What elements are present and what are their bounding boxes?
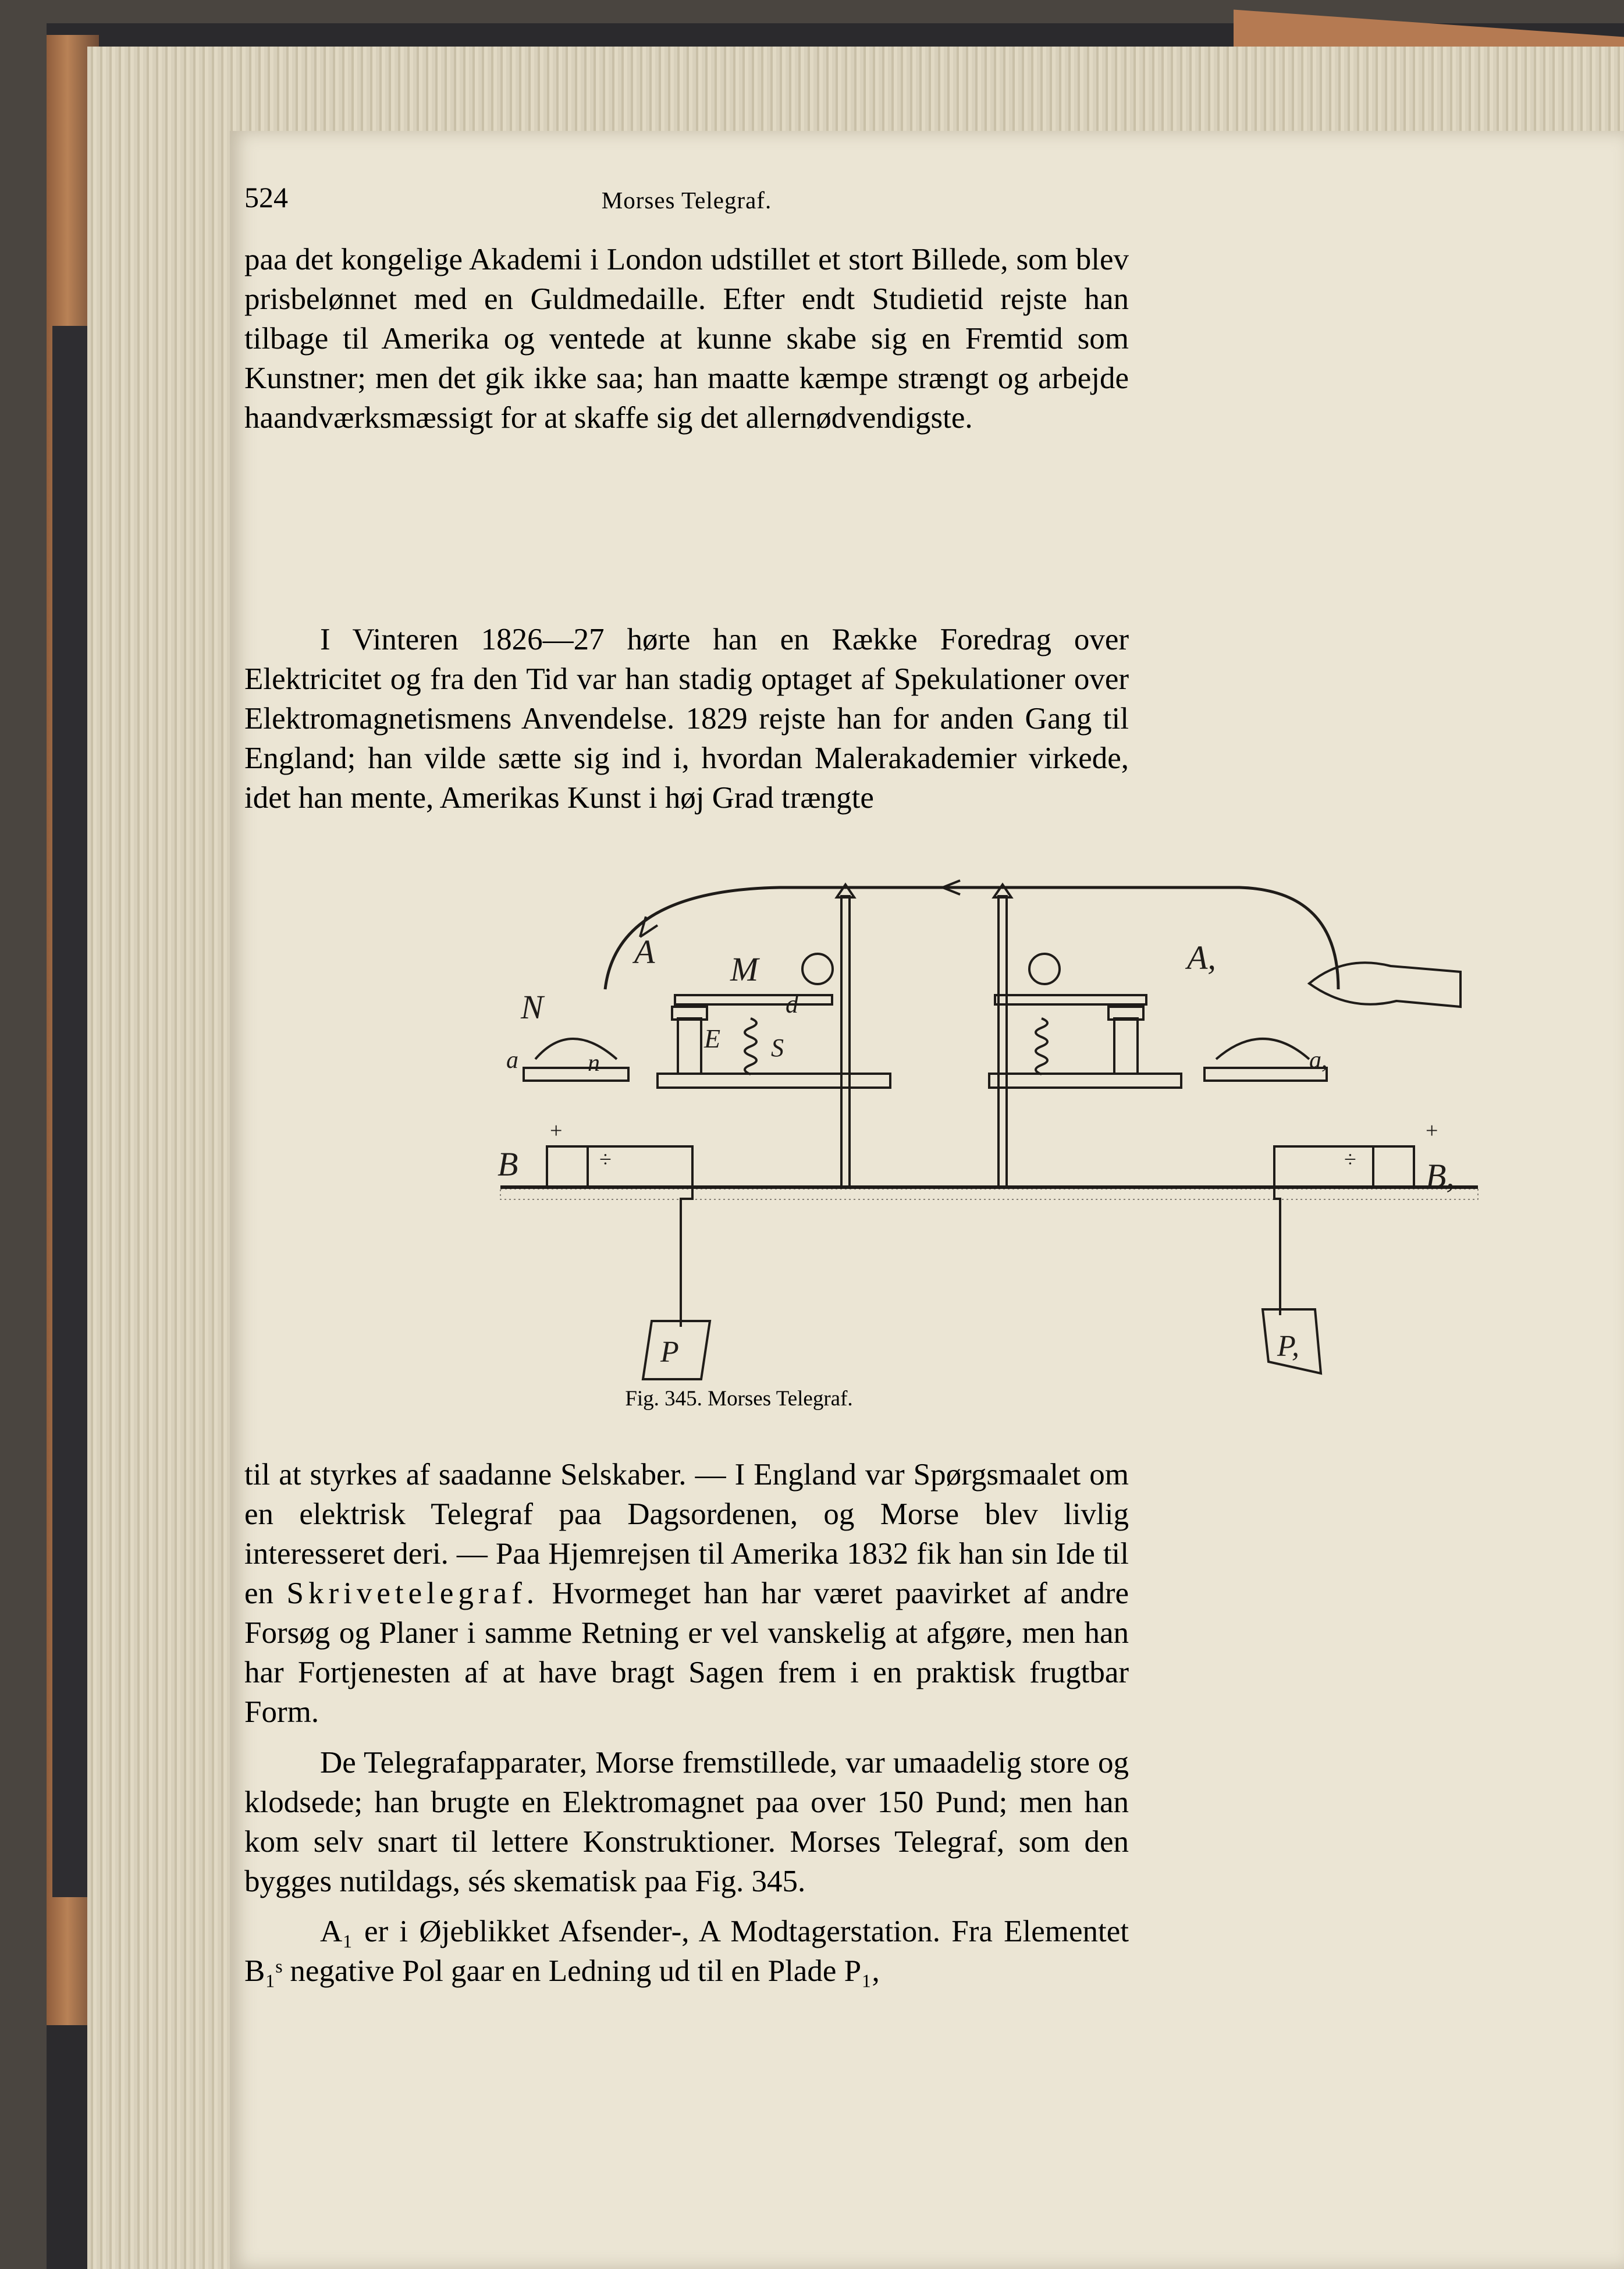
label-a: a (506, 1047, 518, 1074)
wire-right-down (1274, 1146, 1373, 1315)
hand-right (1309, 963, 1460, 1007)
label-plus1: + (1426, 1118, 1438, 1143)
label-A1: A, (1187, 939, 1216, 977)
label-minus1: ÷ (1344, 1148, 1356, 1172)
ground-hatch (500, 1189, 1478, 1199)
figure-caption: Fig. 345. Morses Telegraf. (625, 1387, 853, 1411)
paragraph-2: I Vinteren 1826—27 hørte han en Række Foredrag over Elektricitet og fra den Tid var han stadig optaget af Spekulationer over Elektromagnetismens Anvendelse. 1829 rejste han for anden Gang til England; han vilde sætte sig ind i, hvordan Malerakademier virkede, idet han mente, Amerikas Kunst i høj Grad trængte (244, 623, 1129, 815)
label-minus: ÷ (599, 1148, 612, 1172)
label-a1: a, (1309, 1047, 1328, 1074)
magnet-left (678, 1018, 701, 1074)
spring-left (745, 1018, 756, 1074)
base-right-key (1204, 1068, 1327, 1081)
label-d: d (786, 990, 798, 1018)
pole-right (998, 896, 1007, 1187)
base-left-key (524, 1068, 628, 1081)
label-N: N (521, 988, 543, 1026)
paragraph-3 (244, 1455, 1129, 1732)
paragraph-1: paa det kongelige Akademi i London udstillet et stort Billede, som blev prisbelønnet med en Guldmedaille. Efter endt Studietid rejste han tilbage til Amerika og ventede at kunne skabe sig en Fremtid som Kunstner; men det gik ikke saa; han maatte kæmpe strængt og arbejde haandværksmæssigt for at skaffe sig det allernødvendigste. (244, 243, 1129, 435)
label-M: M (730, 950, 759, 988)
wire-left-down (588, 1146, 692, 1327)
lever-right (995, 995, 1146, 1004)
paragraph-5: A₁ er i Øjeblikket Afsender-, A Modtagerstation. Fra Elementet B₁ˢ negative Pol gaar en Ledning ud til en Plade P₁, (244, 1915, 1129, 1988)
line-wire (605, 887, 1338, 989)
page-header (244, 180, 1129, 227)
wheel-right (1029, 954, 1060, 984)
battery-right (1373, 1146, 1414, 1187)
paragraph-3-start: til at styrkes af saadanne Selskaber. — I England var Spørgsmaalet om en elektrisk Telegraf paa Dagsordenen, og Morse blev livlig interesseret deri. — Paa Hjemrejsen til Amerika 1832 fik han sin Ide til en (244, 1458, 1129, 1610)
battery-left (547, 1146, 588, 1187)
key-right (1216, 1039, 1309, 1059)
label-P: P (660, 1336, 679, 1369)
label-B: B (497, 1145, 518, 1183)
label-n: n (588, 1050, 600, 1077)
spring-right (1036, 1018, 1047, 1074)
lever-left (675, 995, 832, 1004)
base-left-receiver (658, 1074, 890, 1088)
base-right-receiver (989, 1074, 1181, 1088)
telegraph-figure (497, 873, 1478, 1379)
label-S: S (771, 1034, 784, 1062)
label-E: E (704, 1024, 721, 1053)
running-title: Morses Telegraf. (601, 187, 772, 214)
magnet-right (1114, 1018, 1138, 1074)
key-left (535, 1039, 617, 1059)
label-A: A (634, 933, 655, 971)
paragraph-4: De Telegrafapparater, Morse fremstillede, var umaadelig store og klodsede; han brugte en Elektromagnet paa over 150 Pund; men han kom selv snart til lettere Konstruktioner. Morses Telegraf, som den bygges nutildags, sés skematisk paa Fig. 345. (244, 1746, 1129, 1898)
label-plus: + (550, 1118, 563, 1143)
pole-left (841, 896, 850, 1187)
paragraph-3-emphasis: Skrivetelegraf. (286, 1576, 539, 1610)
label-P1: P, (1277, 1330, 1300, 1363)
paragraph-3-end: Hvormeget han har været paavirket af andre Forsøg og Planer i samme Retning er vel vanskelig at afgøre, men han har Fortjenesten af at have bragt Sagen frem i en praktisk frugtbar Form. (244, 1576, 1129, 1729)
label-B1: B, (1426, 1157, 1455, 1195)
page-number: 524 (244, 181, 288, 214)
wheel-left (802, 954, 833, 984)
